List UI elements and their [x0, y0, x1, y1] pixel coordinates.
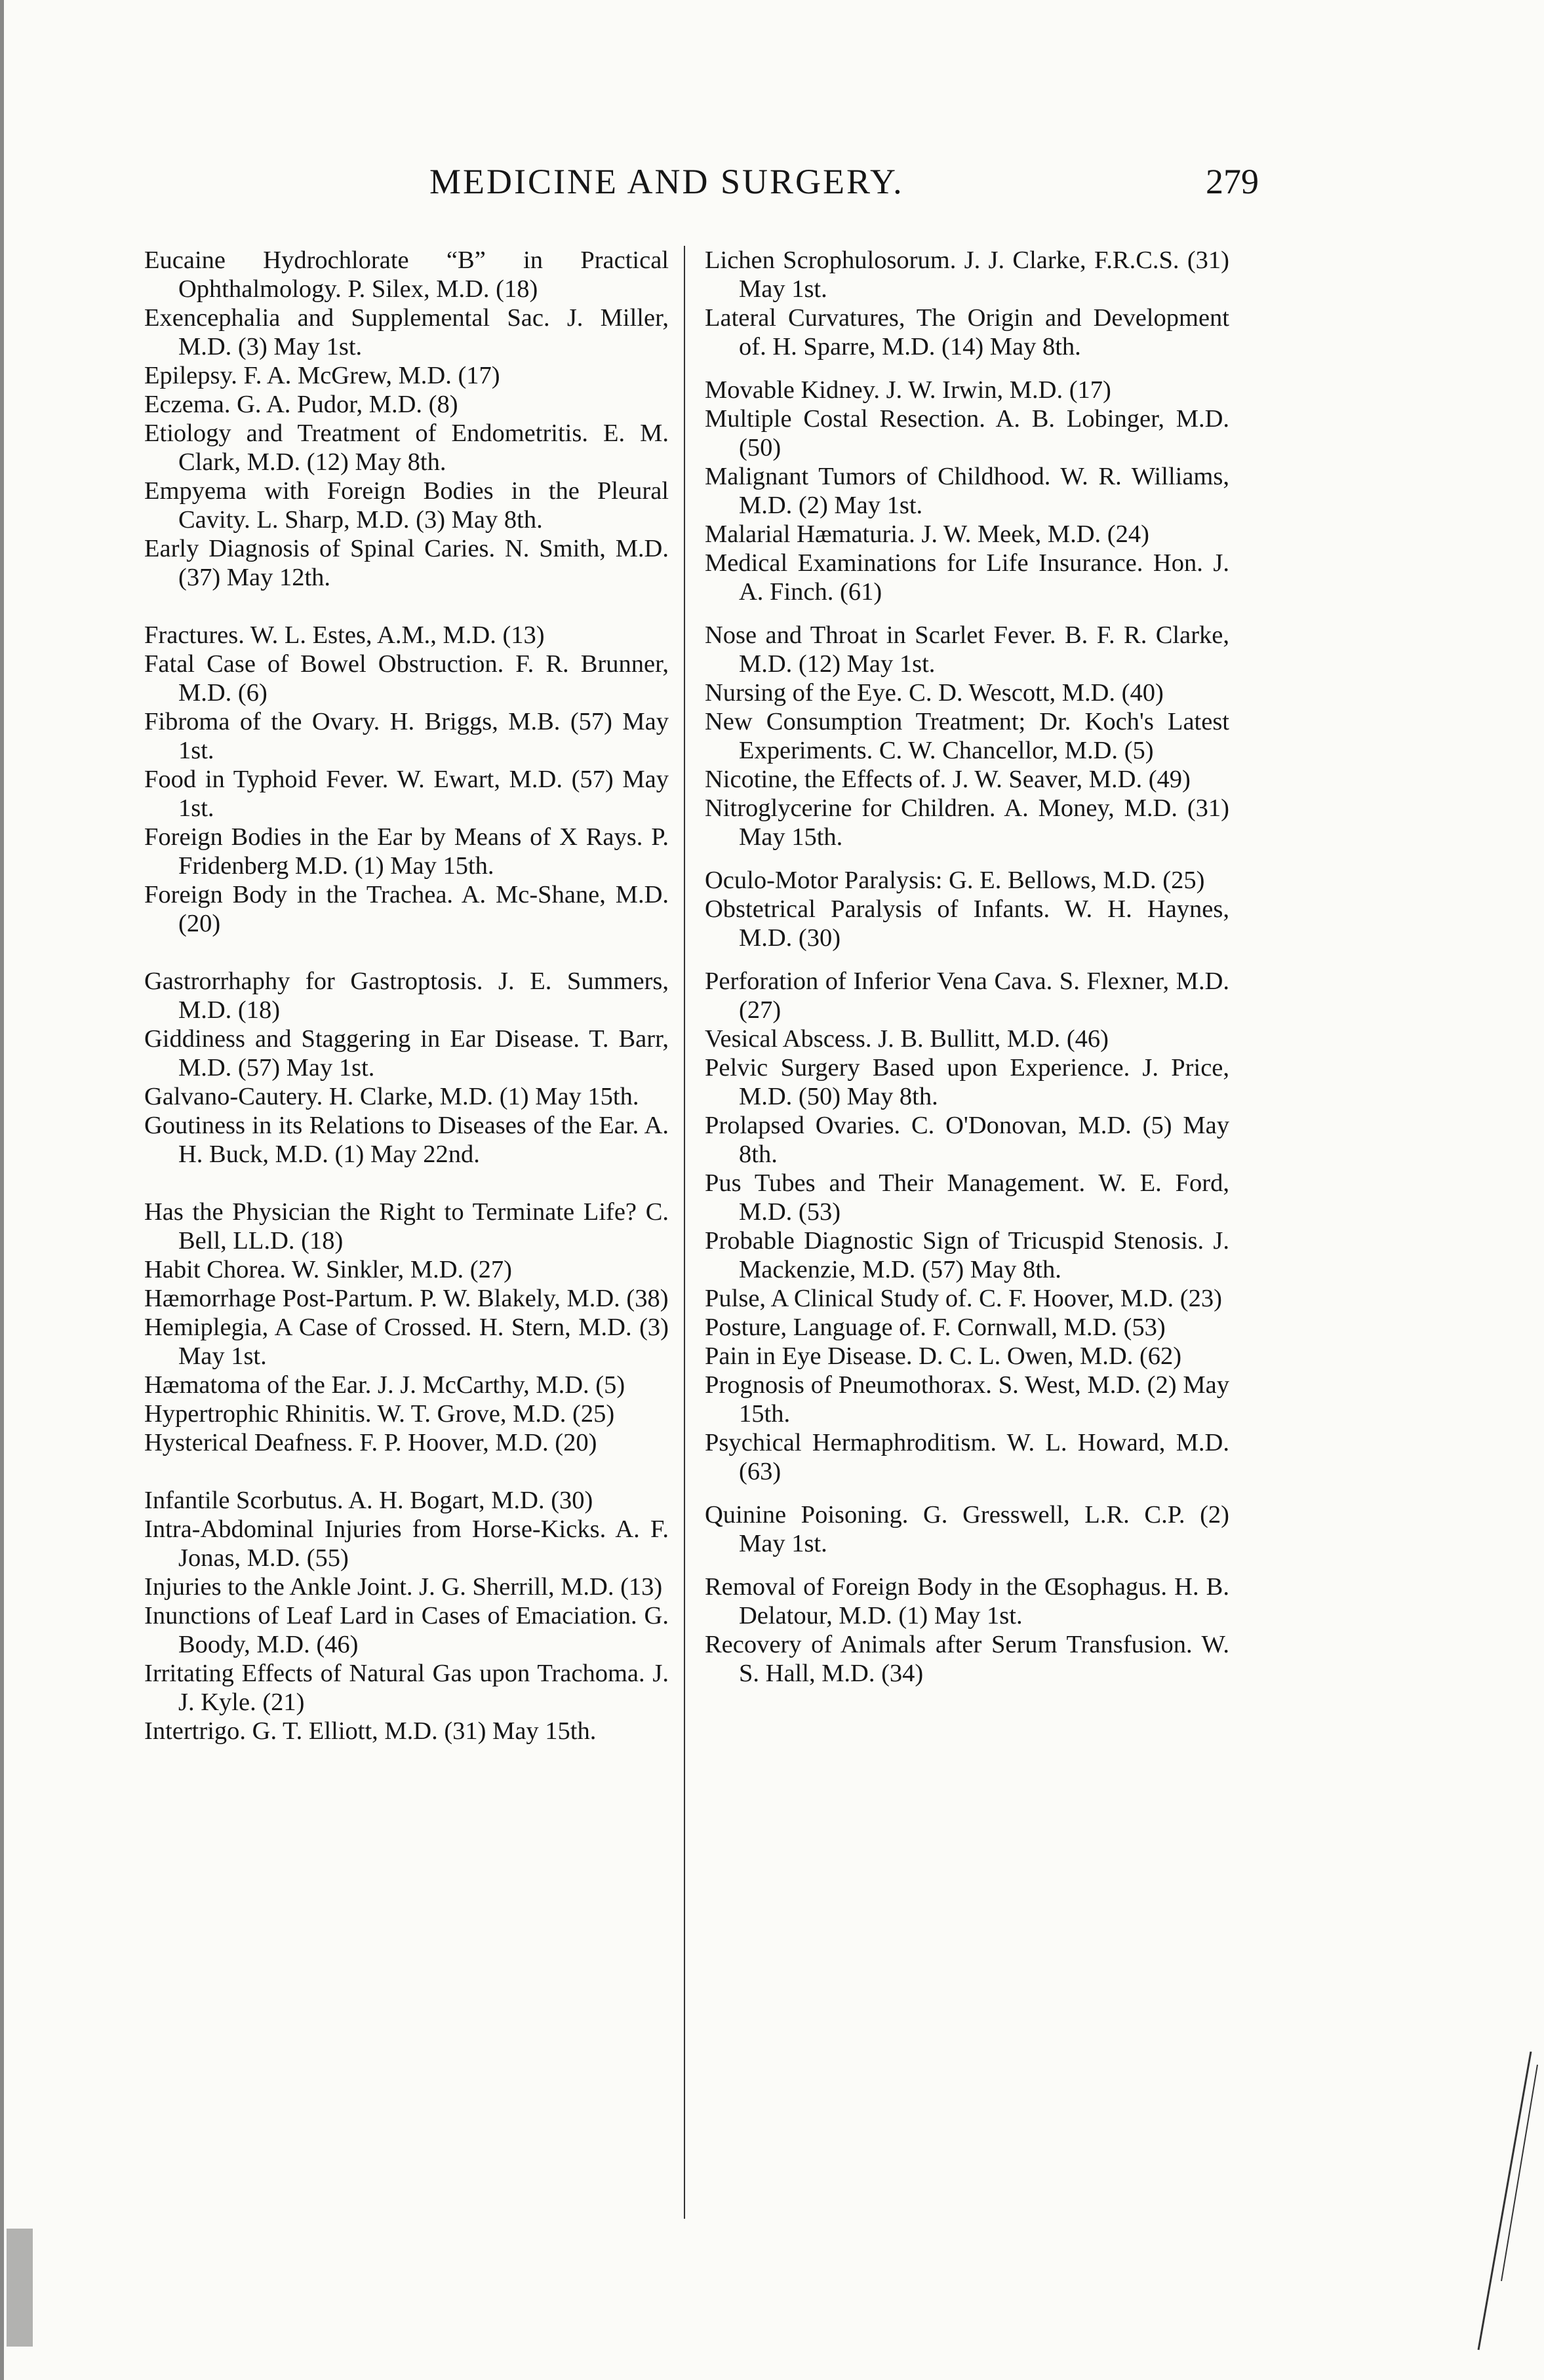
section-gap [144, 938, 669, 967]
index-entry: Intertrigo. G. T. Elliott, M.D. (31) May 15th. [144, 1717, 597, 1745]
left-column [144, 246, 669, 1746]
index-entry: Psychical Hermaphroditism. W. L. Howard, M.D. (63) [705, 1429, 1229, 1485]
section-gap [705, 1486, 1229, 1500]
index-entry: Hemiplegia, A Case of Crossed. H. Stern, M.D. (3) May 1st. [144, 1314, 669, 1370]
page-number: 279 [1206, 162, 1259, 201]
section-gap [705, 952, 1229, 967]
index-entry: Goutiness in its Relations to Diseases of the Ear. A. H. Buck, M.D. (1) May 22nd. [144, 1112, 669, 1168]
index-entry: Irritating Effects of Natural Gas upon Trachoma. J. J. Kyle. (21) [144, 1660, 669, 1716]
index-entry: Fibroma of the Ovary. H. Briggs, M.B. (57) May 1st. [144, 708, 669, 764]
scan-edge-mark [7, 2229, 33, 2347]
index-entry: Foreign Body in the Trachea. A. Mc-Shane, M.D. (20) [144, 881, 669, 937]
index-entry: Nicotine, the Effects of. J. W. Seaver, M.D. (49) [705, 766, 1191, 793]
section-gap [144, 592, 669, 621]
index-entry: Hæmorrhage Post-Partum. P. W. Blakely, M.D. (38) [144, 1285, 669, 1312]
index-entry: Hysterical Deafness. F. P. Hoover, M.D. (20) [144, 1429, 597, 1456]
section-gap [705, 851, 1229, 866]
index-entry: Eucaine Hydrochlorate “B” in Practical Ophthalmology. P. Silex, M.D. (18) [144, 246, 669, 303]
index-entry: Probable Diagnostic Sign of Tricuspid Stenosis. J. Mackenzie, M.D. (57) May 8th. [705, 1227, 1229, 1283]
index-entry: Lateral Curvatures, The Origin and Development of. H. Sparre, M.D. (14) May 8th. [705, 304, 1229, 361]
index-entry: Nursing of the Eye. C. D. Wescott, M.D. (40) [705, 679, 1164, 707]
index-entry: Removal of Foreign Body in the Œsophagus. H. B. Delatour, M.D. (1) May 1st. [705, 1573, 1229, 1629]
pencil-mark-icon [1475, 2052, 1541, 2353]
index-entry: Injuries to the Ankle Joint. J. G. Sherrill, M.D. (13) [144, 1573, 663, 1601]
index-entry: Quinine Poisoning. G. Gresswell, L.R. C.P. (2) May 1st. [705, 1501, 1229, 1557]
index-entry: Epilepsy. F. A. McGrew, M.D. (17) [144, 362, 500, 389]
index-entry: Gastrorrhaphy for Gastroptosis. J. E. Summers, M.D. (18) [144, 967, 669, 1024]
section-gap [144, 1457, 669, 1486]
index-entry: Pain in Eye Disease. D. C. L. Owen, M.D. (62) [705, 1342, 1182, 1370]
index-entry: Inunctions of Leaf Lard in Cases of Emaciation. G. Boody, M.D. (46) [144, 1602, 669, 1658]
index-entry: Oculo-Motor Paralysis: G. E. Bellows, M.D. (25) [705, 867, 1205, 894]
index-entry: Posture, Language of. F. Cornwall, M.D. (53) [705, 1314, 1166, 1341]
index-entry: Vesical Abscess. J. B. Bullitt, M.D. (46) [705, 1025, 1109, 1053]
index-entry: Foreign Bodies in the Ear by Means of X Rays. P. Fridenberg M.D. (1) May 15th. [144, 823, 669, 880]
index-entry: Exencephalia and Supplemental Sac. J. Miller, M.D. (3) May 1st. [144, 304, 669, 361]
column-divider [684, 246, 685, 2219]
scan-edge-left [0, 0, 4, 2380]
index-entry: Medical Examinations for Life Insurance. Hon. J. A. Finch. (61) [705, 549, 1229, 606]
index-entry: Perforation of Inferior Vena Cava. S. Flexner, M.D. (27) [705, 967, 1229, 1024]
index-entry: Galvano-Cautery. H. Clarke, M.D. (1) May 15th. [144, 1083, 639, 1110]
index-entry: Recovery of Animals after Serum Transfusion. W. S. Hall, M.D. (34) [705, 1631, 1229, 1687]
index-entry: Has the Physician the Right to Terminate Life? C. Bell, LL.D. (18) [144, 1198, 669, 1255]
index-entry: Multiple Costal Resection. A. B. Lobinger, M.D. (50) [705, 405, 1229, 461]
index-entry: Pulse, A Clinical Study of. C. F. Hoover, M.D. (23) [705, 1285, 1222, 1312]
index-entry: Nose and Throat in Scarlet Fever. B. F. R. Clarke, M.D. (12) May 1st. [705, 621, 1229, 678]
index-entry: Obstetrical Paralysis of Infants. W. H. Haynes, M.D. (30) [705, 895, 1229, 952]
section-gap [705, 1558, 1229, 1572]
index-entry: Nitroglycerine for Children. A. Money, M.D. (31) May 15th. [705, 794, 1229, 851]
index-entry: Malignant Tumors of Childhood. W. R. Williams, M.D. (2) May 1st. [705, 463, 1229, 519]
index-entry: Fractures. W. L. Estes, A.M., M.D. (13) [144, 621, 545, 649]
index-entry: Malarial Hæmaturia. J. W. Meek, M.D. (24) [705, 520, 1149, 548]
page-title: MEDICINE AND SURGERY. [429, 162, 904, 201]
index-entry: Hæmatoma of the Ear. J. J. McCarthy, M.D. (5) [144, 1371, 625, 1399]
index-entry: Food in Typhoid Fever. W. Ewart, M.D. (57) May 1st. [144, 766, 669, 822]
index-entry: Prolapsed Ovaries. C. O'Donovan, M.D. (5) May 8th. [705, 1112, 1229, 1168]
section-gap [705, 361, 1229, 376]
index-entry: Giddiness and Staggering in Ear Disease. T. Barr, M.D. (57) May 1st. [144, 1025, 669, 1082]
index-entry: Etiology and Treatment of Endometritis. E. M. Clark, M.D. (12) May 8th. [144, 419, 669, 476]
index-entry: Empyema with Foreign Bodies in the Pleural Cavity. L. Sharp, M.D. (3) May 8th. [144, 477, 669, 534]
index-entry: Pelvic Surgery Based upon Experience. J. Price, M.D. (50) May 8th. [705, 1054, 1229, 1110]
index-entry: Habit Chorea. W. Sinkler, M.D. (27) [144, 1256, 512, 1283]
page-header [131, 161, 1259, 214]
index-entry: Movable Kidney. J. W. Irwin, M.D. (17) [705, 376, 1111, 404]
right-column [705, 246, 1229, 1688]
index-entry: Lichen Scrophulosorum. J. J. Clarke, F.R.C.S. (31) May 1st. [705, 246, 1229, 303]
index-entry: Intra-Abdominal Injuries from Horse-Kicks. A. F. Jonas, M.D. (55) [144, 1515, 669, 1572]
index-entry: Pus Tubes and Their Management. W. E. Ford, M.D. (53) [705, 1169, 1229, 1226]
index-entry: Fatal Case of Bowel Obstruction. F. R. Brunner, M.D. (6) [144, 650, 669, 707]
index-entry: New Consumption Treatment; Dr. Koch's Latest Experiments. C. W. Chancellor, M.D. (5) [705, 708, 1229, 764]
index-entry: Eczema. G. A. Pudor, M.D. (8) [144, 391, 458, 418]
index-entry: Early Diagnosis of Spinal Caries. N. Smith, M.D. (37) May 12th. [144, 535, 669, 591]
section-gap [144, 1169, 669, 1198]
section-gap [705, 606, 1229, 621]
index-entry: Prognosis of Pneumothorax. S. West, M.D. (2) May 15th. [705, 1371, 1229, 1428]
index-entry: Hypertrophic Rhinitis. W. T. Grove, M.D. (25) [144, 1400, 615, 1428]
index-entry: Infantile Scorbutus. A. H. Bogart, M.D. (30) [144, 1487, 593, 1514]
